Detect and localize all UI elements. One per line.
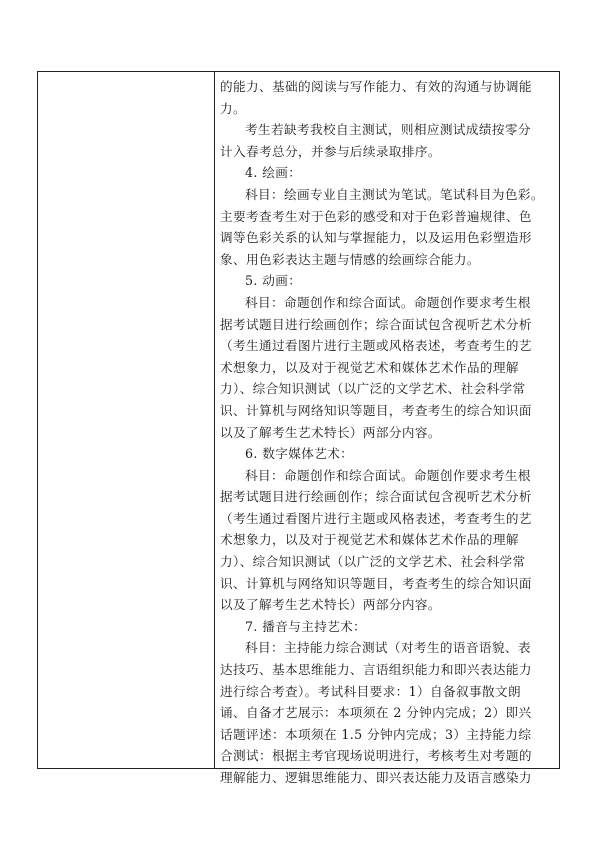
text-line: 5. 动画：: [245, 273, 302, 289]
text-line: 力。: [220, 100, 246, 116]
table-text-cell: [215, 72, 559, 785]
text-line: 进行综合考查）。考试科目要求：1）自备叙事散文朗: [220, 683, 521, 699]
text-line: 6. 数字媒体艺术：: [245, 446, 354, 462]
text-line: 科目：主持能力综合测试（对考生的语音语貌、表: [245, 640, 531, 656]
text-line: 调等色彩关系的认知与掌握能力，以及运用色彩塑造形: [220, 230, 532, 246]
text-line: 科目：绘画专业自主测试为笔试。笔试科目为色彩。: [245, 186, 544, 202]
content-table: [37, 71, 560, 785]
text-line: 识、计算机与网络知识等题目，考查考生的综合知识面: [220, 402, 532, 418]
text-line: 科目：命题创作和综合面试。命题创作要求考生根: [245, 467, 531, 483]
text-line: 4. 绘画：: [245, 165, 302, 181]
text-line: （考生通过看图片进行主题或风格表述，考查考生的艺: [220, 510, 532, 526]
text-line: 据考试题目进行绘画创作；综合面试包含视听艺术分析: [220, 489, 532, 505]
text-line: 力）、综合知识测试（以广泛的文学艺术、社会科学常: [220, 381, 526, 397]
text-line: （考生通过看图片进行主题或风格表述，考查考生的艺: [220, 338, 532, 354]
text-line: 主要考查考生对于色彩的感受和对于色彩普遍规律、色: [220, 208, 532, 224]
text-line: 7. 播音与主持艺术：: [245, 618, 367, 634]
table-left-cell: [38, 72, 215, 768]
text-line: 术想象力，以及对于视觉艺术和媒体艺术作品的理解: [220, 532, 519, 548]
text-line: 以及了解考生艺术特长）两部分内容。: [220, 597, 441, 613]
text-line: 合测试：根据主考官现场说明进行，考核考生对考题的: [220, 748, 532, 764]
text-line: 计入春考总分，并参与后续录取排序。: [220, 143, 441, 159]
text-line: 识、计算机与网络知识等题目，考查考生的综合知识面: [220, 575, 532, 591]
text-line: 据考试题目进行绘画创作；综合面试包含视听艺术分析: [220, 316, 532, 332]
text-line: 达技巧、基本思维能力、言语组织能力和即兴表达能力: [220, 662, 532, 678]
text-line: 象、用色彩表达主题与情感的绘画综合能力。: [220, 251, 480, 267]
text-line: 话题评述：本项须在 1.5 分钟内完成；3）主持能力综: [220, 726, 532, 742]
text-line: 考生若缺考我校自主测试，则相应测试成绩按零分: [245, 122, 531, 138]
text-line: 科目：命题创作和综合面试。命题创作要求考生根: [245, 294, 531, 310]
text-line: 诵、自备才艺展示：本项须在 2 分钟内完成；2）即兴: [220, 705, 532, 721]
text-line: 术想象力，以及对于视觉艺术和媒体艺术作品的理解: [220, 359, 519, 375]
text-line: 理解能力、逻辑思维能力、即兴表达能力及语言感染力: [220, 770, 532, 785]
text-line: 以及了解考生艺术特长）两部分内容。: [220, 424, 441, 440]
text-line: 力）、综合知识测试（以广泛的文学艺术、社会科学常: [220, 554, 526, 570]
text-line: 的能力、基础的阅读与写作能力、有效的沟通与协调能: [220, 79, 532, 94]
